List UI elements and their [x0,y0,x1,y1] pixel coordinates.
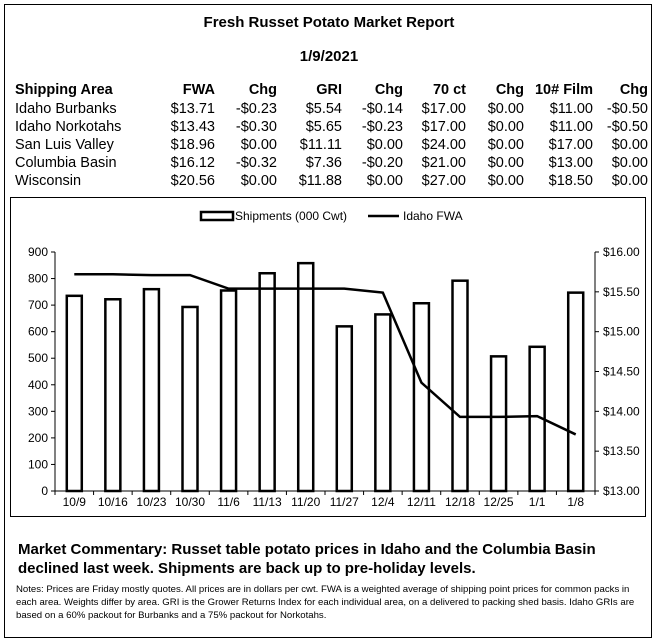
cell-fwa: $20.56 [170,173,215,189]
header-10lb-film: 10# Film [534,82,593,98]
x-tick-label: 12/11 [406,495,436,509]
chart-legend [201,209,463,223]
cell-70ct-chg: $0.00 [487,137,524,153]
shipment-bar [105,299,120,491]
cell-70ct: $17.00 [421,119,466,135]
table-header-row [15,80,648,100]
cell-area: Columbia Basin [15,155,117,171]
left-tick-label: 600 [27,324,48,339]
report-date: 1/9/2021 [299,48,359,65]
x-tick-label: 11/27 [329,495,359,509]
legend-shipments-swatch [201,212,233,220]
cell-gri-chg: -$0.14 [361,101,403,117]
cell-10lb-film: $18.50 [548,173,593,189]
shipment-bar [414,303,429,491]
cell-70ct-chg: $0.00 [487,155,524,171]
report-notes: Notes: Prices are Friday mostly quotes. All prices are in dollars per cwt. FWA is a weighted average of shipping point prices for common packs in each area. Weights differ by area. GRI is the Grower Returns Index for each individual area, on a delivered to packing shed basis. Idaho GRIs are based on a 60% packout for Burbanks and a 75% packout for Norkotahs. [16,584,635,621]
cell-gri-chg: $0.00 [366,173,403,189]
cell-gri: $11.11 [299,137,342,153]
cell-area: Wisconsin [15,173,82,189]
shipment-bar [568,293,583,491]
header-70ct: 70 ct [432,82,466,98]
cell-10lb-film-chg: -$0.50 [606,101,648,117]
shipment-bar [183,307,198,491]
x-tick-label: 10/23 [136,495,167,509]
cell-70ct: $17.00 [421,101,466,117]
header-fwa-chg: Chg [248,82,277,98]
report-title: Fresh Russet Potato Market Report [203,14,455,31]
cell-10lb-film-chg: $0.00 [611,155,648,171]
header-10lb-film-chg: Chg [619,82,648,98]
right-tick-label: $16.00 [603,245,640,259]
cell-fwa-chg: $0.00 [240,137,277,153]
cell-fwa: $13.71 [170,101,215,117]
shipment-bar [298,263,313,491]
shipments-price-chart [11,198,647,518]
left-tick-label: 0 [41,484,48,498]
table-row [15,154,648,172]
x-tick-label: 11/6 [217,495,240,509]
cell-10lb-film: $11.00 [549,119,593,135]
cell-70ct: $24.00 [421,137,466,153]
cell-area: Idaho Norkotahs [15,119,122,135]
shipment-bar [144,289,159,491]
cell-10lb-film-chg: -$0.50 [606,119,648,135]
cell-fwa: $18.96 [170,137,215,153]
header-gri: GRI [316,82,342,98]
x-tick-label: 1/8 [567,495,585,509]
left-tick-label: 100 [27,457,48,472]
cell-70ct: $27.00 [421,173,466,189]
cell-10lb-film-chg: $0.00 [611,137,648,153]
cell-70ct: $21.00 [421,155,466,171]
left-tick-label: 900 [27,245,48,259]
x-tick-label: 12/18 [444,495,476,509]
cell-fwa-chg: -$0.32 [235,155,277,171]
right-tick-label: $14.50 [603,364,640,379]
shipment-bar [375,314,390,491]
cell-gri-chg: $0.00 [366,137,403,153]
left-tick-label: 300 [27,404,48,419]
right-tick-label: $13.00 [603,484,640,498]
cell-70ct-chg: $0.00 [487,173,524,189]
right-tick-label: $14.00 [603,404,640,419]
cell-gri-chg: -$0.23 [361,119,403,135]
table-row [15,118,648,136]
shipment-bar [260,273,275,491]
cell-gri: $5.65 [305,119,342,135]
cell-10lb-film: $17.00 [548,137,593,153]
market-commentary: Market Commentary: Russet table potato prices in Idaho and the Columbia Basin declined last week. Shipments are back up to pre-holiday levels. [18,541,596,577]
cell-fwa-chg: -$0.30 [235,119,277,135]
cell-fwa-chg: $0.00 [240,173,277,189]
right-tick-label: $15.00 [603,324,640,339]
table-row [15,100,648,118]
header-fwa: FWA [182,82,215,98]
cell-70ct-chg: $0.00 [487,101,524,117]
x-tick-label: 12/4 [371,495,395,509]
shipment-bar [453,281,468,491]
cell-fwa: $13.43 [170,119,215,135]
cell-gri: $7.36 [305,155,342,171]
header-70ct-chg: Chg [495,82,524,98]
left-tick-label: 400 [27,377,48,392]
left-tick-label: 200 [27,430,48,445]
legend-fwa-label: Idaho FWA [403,209,463,223]
right-tick-label: $15.50 [603,284,640,299]
header-gri-chg: Chg [374,82,403,98]
x-tick-label: 10/9 [62,495,86,509]
header-shipping-area: Shipping Area [15,82,113,98]
price-table [15,80,648,190]
chart-panel [10,197,646,517]
cell-fwa: $16.12 [170,155,215,171]
cell-10lb-film-chg: $0.00 [611,173,648,189]
table-row [15,136,648,154]
shipment-bar [491,356,506,491]
cell-10lb-film: $13.00 [548,155,593,171]
shipment-bar [337,326,352,491]
left-tick-label: 700 [27,298,48,313]
x-tick-label: 10/16 [97,495,128,509]
shipment-bars [67,263,583,491]
cell-70ct-chg: $0.00 [487,119,524,135]
left-tick-label: 800 [27,271,48,286]
cell-gri: $11.88 [298,173,342,189]
left-tick-label: 500 [27,351,48,366]
x-tick-label: 11/13 [252,495,282,509]
x-tick-label: 10/30 [174,495,206,509]
cell-area: Idaho Burbanks [15,101,117,117]
x-tick-label: 12/25 [483,495,514,509]
legend-shipments-label: Shipments (000 Cwt) [235,209,348,223]
x-tick-label: 1/1 [528,495,546,509]
cell-gri-chg: -$0.20 [361,155,403,171]
shipment-bar [221,291,236,491]
cell-gri: $5.54 [305,101,342,117]
cell-fwa-chg: -$0.23 [235,101,277,117]
right-tick-label: $13.50 [603,444,640,459]
cell-10lb-film: $11.00 [549,101,593,117]
cell-area: San Luis Valley [15,137,114,153]
shipment-bar [67,296,82,491]
x-tick-label: 11/20 [291,495,321,509]
table-row [15,172,648,190]
